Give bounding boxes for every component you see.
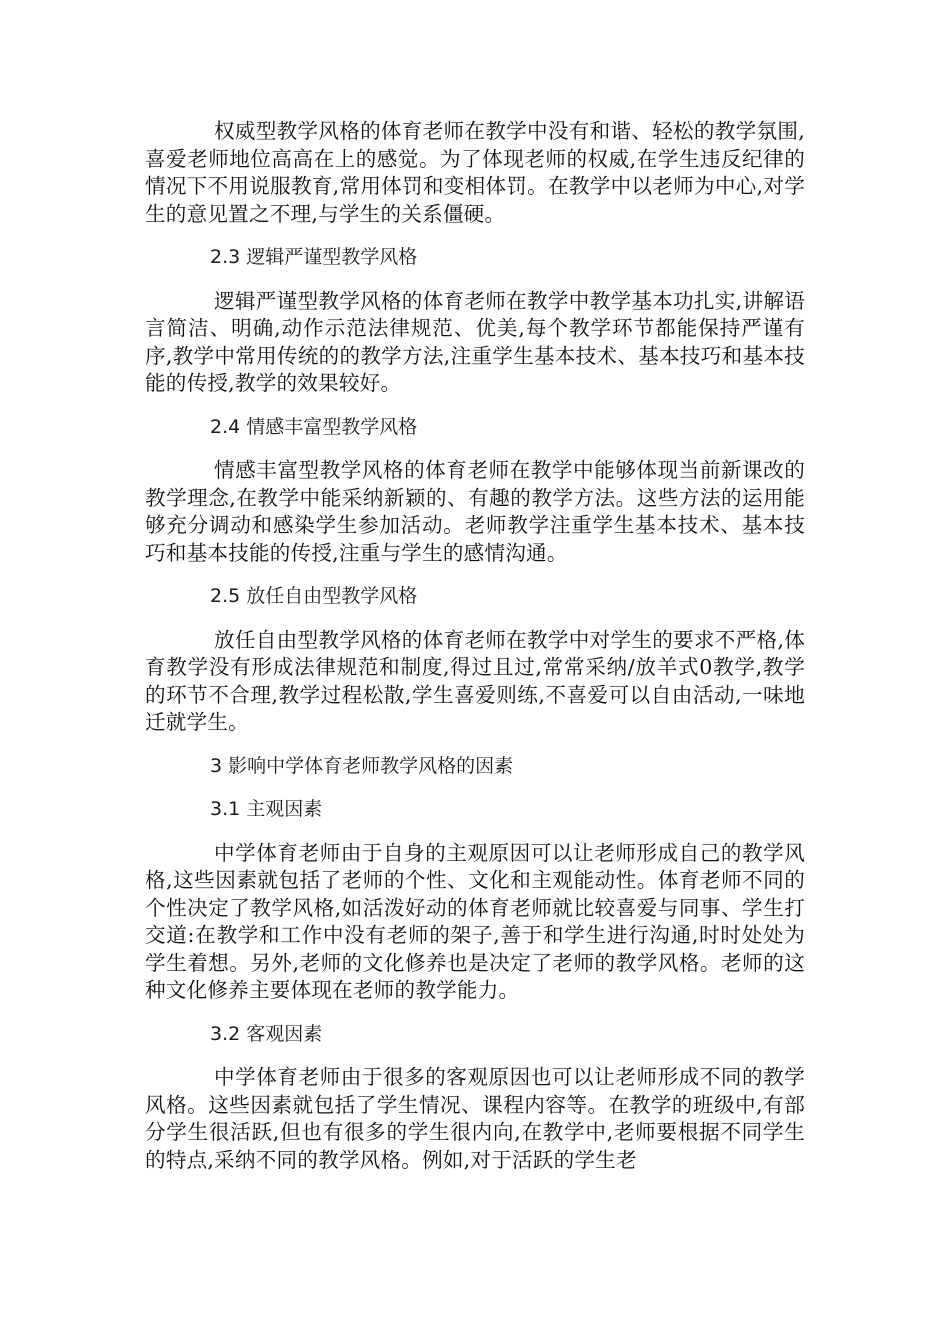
heading-2-4: 2.4 情感丰富型教学风格 bbox=[210, 415, 418, 438]
heading-2-5: 2.5 放任自由型教学风格 bbox=[210, 585, 418, 607]
heading-2-3: 2.3 逻辑严谨型教学风格 bbox=[210, 246, 418, 268]
paragraph-subjective-factors: 中学体育老师由于自身的主观原因可以让老师形成自己的教学风格,这些因素就包括了老师的个性、文化和主观能动性。体育老师不同的个性决定了教学风格,如活泼好动的体育老师就比较喜爱与同事、学生打交道:在教学和工作中没有老师的架子,善于和学生进行沟通,时时处处为学生着想。另外,老师的文化修养也是决定了老师的教学风格。老师的这种文化修养主要体现在老师的教学能力。 bbox=[145, 840, 805, 1002]
paragraph-objective-factors: 中学体育老师由于很多的客观原因也可以让老师形成不同的教学风格。这些因素就包括了学生情况、课程内容等。在教学的班级中,有部分学生很活跃,但也有很多的学生很内向,在教学中,老师要根据不同学生的特点,采纳不同的教学风格。例如,对于活跃的学生老 bbox=[145, 1065, 805, 1172]
paragraph-emotional-style: 情感丰富型教学风格的体育老师在教学中能够体现当前新课改的教学理念,在教学中能采纳新颖的、有趣的教学方法。这些方法的运用能够充分调动和感染学生参加活动。老师教学注重学生基本技术、基本技巧和基本技能的传授,注重与学生的感情沟通。 bbox=[145, 458, 805, 565]
heading-3: 3 影响中学体育老师教学风格的因素 bbox=[210, 754, 514, 777]
heading-3-1: 3.1 主观因素 bbox=[210, 798, 323, 820]
heading-3-2: 3.2 客观因素 bbox=[210, 1022, 323, 1045]
paragraph-logical-style: 逻辑严谨型教学风格的体育老师在教学中教学基本功扎实,讲解语言简洁、明确,动作示范法律规范、优美,每个教学环节都能保持严谨有序,教学中常用传统的的教学方法,注重学生基本技术、基本技巧和基本技能的传授,教学的效果较好。 bbox=[145, 288, 805, 395]
paragraph-authoritative-style: 权威型教学风格的体育老师在教学中没有和谐、轻松的教学氛围,喜爱老师地位高高在上的感觉。为了体现老师的权威,在学生违反纪律的情况下不用说服教育,常用体罚和变相体罚。在教学中以老师为中心,对学生的意见置之不理,与学生的关系僵硬。 bbox=[145, 119, 805, 226]
document-page bbox=[145, 118, 805, 1190]
paragraph-laissez-faire-style: 放任自由型教学风格的体育老师在教学中对学生的要求不严格,体育教学没有形成法律规范和制度,得过且过,常常采纳/放羊式0教学,教学的环节不合理,教学过程松散,学生喜爱则练,不喜爱可以自由活动,一味地迁就学生。 bbox=[145, 627, 805, 734]
